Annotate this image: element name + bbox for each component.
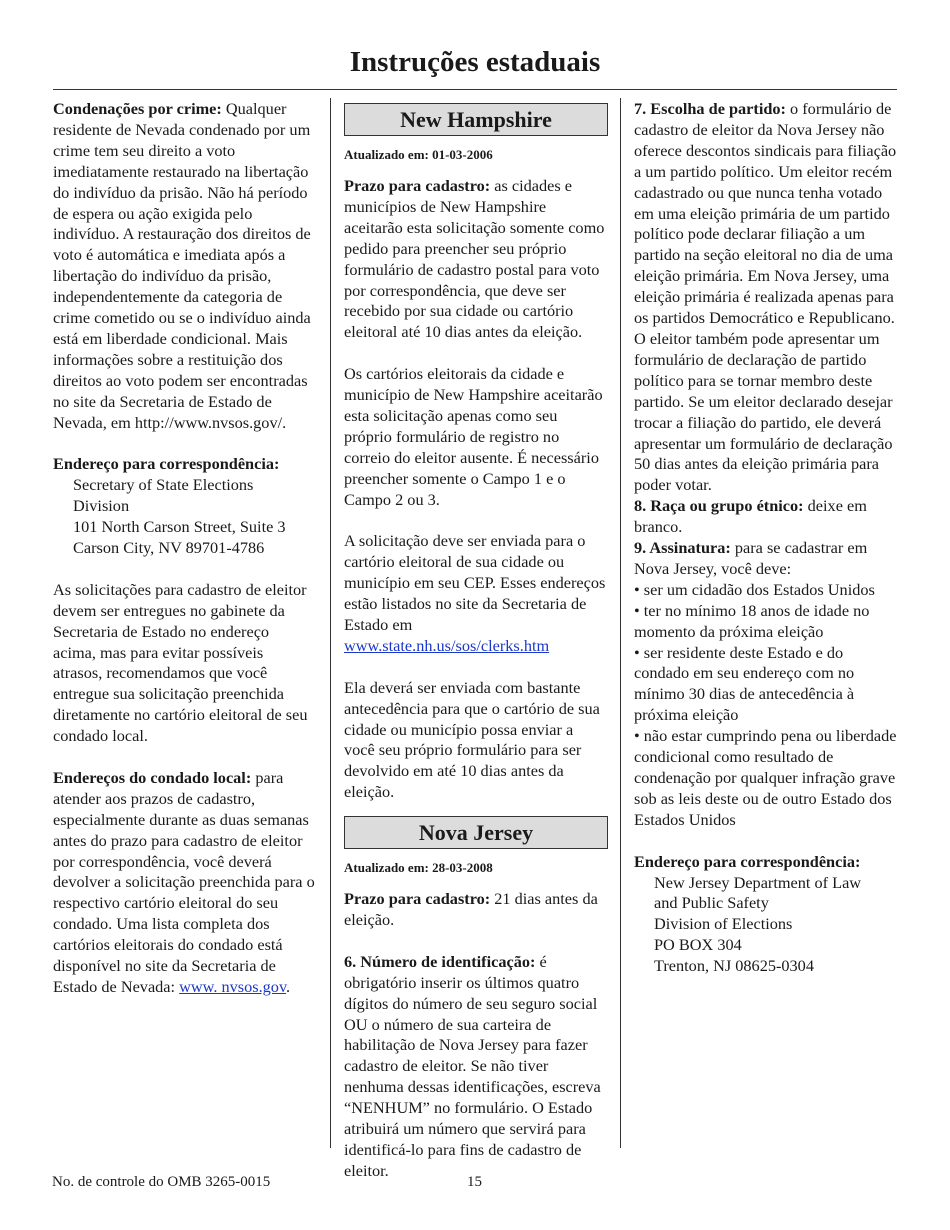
- column-divider-right: [620, 98, 621, 1148]
- nj-requirement-item: • ser residente deste Estado e do condado em seu endereço com no mínimo 30 dias de antecedência à próxima eleição: [634, 642, 855, 725]
- nj-signature-paragraph: 9. Assinatura: para se cadastrar em Nova Jersey, você deve:: [634, 538, 868, 578]
- omb-control-number: No. de controle do OMB 3265-0015: [52, 1174, 271, 1190]
- column-new-jersey: [634, 99, 900, 977]
- new-jersey-updated-date: Atualizado em: 28-03-2008: [344, 860, 493, 876]
- nevada-mailing-address: [53, 475, 315, 559]
- nj-party-paragraph: 7. Escolha de partido: o formulário de cadastro de eleitor da Nova Jersey não oferece descontos sindicais para filiação a um partido político. Um eleitor recém cadastrado ou que nunca tenha votado em uma eleição primária de um partido político pode declarar filiação a um partido na seção eleitoral no dia de uma eleição primária. Em Nova Jersey, uma eleição primária é realizada apenas para os partidos Democrático e Republicano. O eleitor também pode apresentar um formulário de declaração de partido político para se tornar membro deste partido. Se um eleitor declarado desejar trocar a filiação do partido, ele deverá apresentar um formulário de declaração 50 dias antes da eleição primária para poder votar.: [634, 99, 897, 495]
- address-line: 101 North Carson Street, Suite 3: [73, 517, 286, 537]
- nh-clerks-link[interactable]: www.state.nh.us/sos/clerks.htm: [344, 635, 550, 655]
- address-line: Secretary of State Elections: [73, 475, 254, 495]
- nj-mailing-address: [634, 873, 900, 978]
- mailing-address-label: Endereço para correspondência:: [53, 454, 280, 474]
- new-jersey-heading: Nova Jersey: [344, 816, 608, 849]
- address-line: Carson City, NV 89701-4786: [73, 538, 265, 558]
- nj-requirement-item: • ter no mínimo 18 anos de idade no momento da próxima eleição: [634, 600, 870, 641]
- address-line: PO BOX 304: [654, 935, 742, 955]
- nh-timing-paragraph: Ela deverá ser enviada com bastante antecedência para que o cartório de sua cidade ou município possa enviar a você seu próprio formulário para ser devolvido em até 10 dias antes da eleição.: [344, 677, 600, 802]
- nh-submission-paragraph: A solicitação deve ser enviada para o cartório eleitoral de sua cidade ou município em seu CEP. Esses endereços estão listados no site da Secretaria de Estado em www.state.nh.us/sos/clerks.htm: [344, 531, 606, 655]
- address-line: Trenton, NJ 08625-0304: [654, 956, 814, 976]
- column-new-hampshire: [344, 99, 608, 1182]
- submission-paragraph: As solicitações para cadastro de eleitor devem ser entregues no gabinete da Secretaria de Estado no endereço acima, mas para evitar possíveis atrasos, recomendamos que você entregue sua solicitação preenchida diretamente no cartório eleitoral de seu condado local.: [53, 579, 308, 746]
- page-number: 15: [467, 1174, 482, 1190]
- nh-absentee-paragraph: Os cartórios eleitorais da cidade e município de New Hampshire aceitarão esta solicitação apenas como seu próprio formulário de registro no correio do eleitor ausente. É necessário preencher somente o Campo 1 e o Campo 2 ou 3.: [344, 364, 603, 509]
- title-rule: [53, 89, 897, 90]
- nj-requirement-item: • não estar cumprindo pena ou liberdade condicional como resultado de condenação por qualquer infração grave sob as leis deste ou de outro Estado dos Estados Unidos: [634, 726, 897, 829]
- nj-mailing-address-label: Endereço para correspondência:: [634, 851, 861, 871]
- column-nevada: [53, 99, 315, 998]
- new-hampshire-heading: New Hampshire: [344, 103, 608, 136]
- nj-race-paragraph: 8. Raça ou grupo étnico: deixe em branco.: [634, 496, 867, 537]
- column-divider-left: [330, 98, 331, 1148]
- nj-requirement-item: • ser um cidadão dos Estados Unidos: [634, 579, 875, 599]
- new-hampshire-updated-date: Atualizado em: 01-03-2006: [344, 147, 493, 162]
- nj-deadline-paragraph: Prazo para cadastro: 21 dias antes da eleição.: [344, 889, 598, 930]
- nvsos-link[interactable]: www. nvsos.gov: [179, 977, 287, 997]
- address-line: New Jersey Department of Law: [654, 872, 862, 892]
- address-line: Division of Elections: [654, 914, 793, 934]
- nj-id-paragraph: 6. Número de identificação: é obrigatório inserir os últimos quatro dígitos do número de seu seguro social OU o número de sua carteira de habilitação de Nova Jersey para fazer cadastro de eleitor. Se não tiver nenhuma dessas identificações, escreva “NENHUM” no formulário. O Estado atribuirá um número que servirá para identificá-lo para fins de cadastro de eleitor.: [344, 951, 601, 1180]
- address-line: and Public Safety: [654, 893, 769, 913]
- page-title: Instruções estaduais: [349, 46, 601, 78]
- felony-convictions-paragraph: Condenações por crime: Qualquer residente de Nevada condenado por um crime tem seu direito a voto imediatamente restaurado na libertação do indivíduo da prisão. Não há período de espera ou ação exigida pelo indivíduo. A restauração dos direitos de voto é automática e imediata após a libertação do indivíduo da prisão, independentemente da categoria de crime cometido ou se o indivíduo ainda está em liberdade condicional. Mais informações sobre a restituição dos direitos ao voto podem ser encontradas no site da Secretaria de Estado de Nevada, em http://www.nvsos.gov/.: [53, 99, 311, 432]
- nh-deadline-paragraph: Prazo para cadastro: as cidades e municípios de New Hampshire aceitarão esta solicitação somente como pedido para preencher seu próprio formulário de cadastro postal para voto por correspondência, que deve ser recebido por sua cidade ou cartório eleitoral até 10 dias antes da eleição.: [344, 176, 605, 342]
- county-addresses-paragraph: Endereços do condado local: para atender aos prazos de cadastro, especialmente durante as duas semanas antes do prazo para cadastro de eleitor por correspondência, você deverá devolver a solicitação preenchida para o respectivo cartório eleitoral do seu condado. Uma lista completa dos cartórios eleitorais do condado está disponível no site da Secretaria de Estado de Nevada: www. nvsos.gov.: [53, 767, 315, 997]
- address-line: Division: [73, 496, 130, 516]
